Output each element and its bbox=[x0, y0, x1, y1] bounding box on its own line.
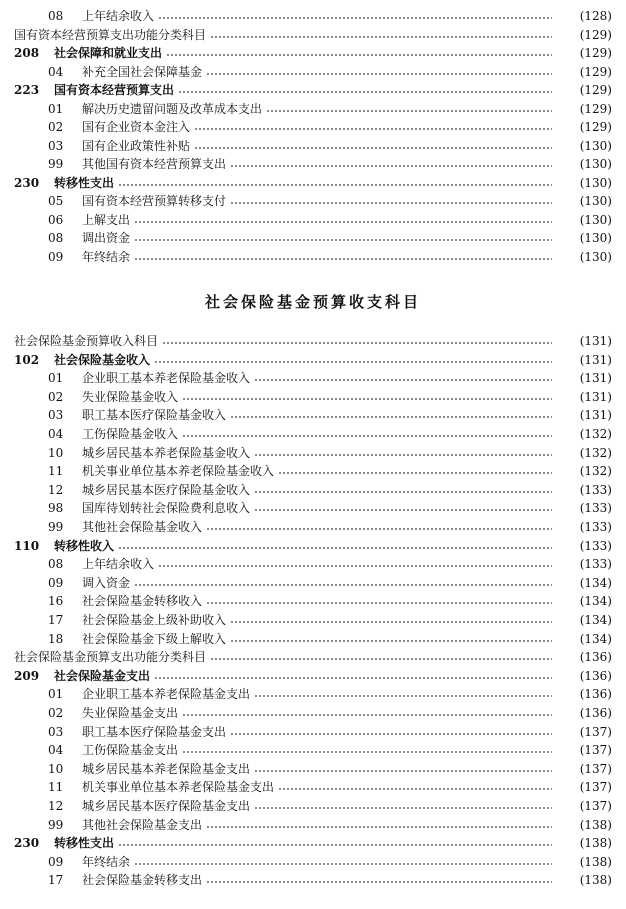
toc-entry-page-number: (131) bbox=[579, 371, 612, 386]
toc-entry[interactable] bbox=[14, 741, 612, 759]
dot-leader bbox=[266, 100, 552, 118]
toc-entry-page-number: (130) bbox=[579, 138, 612, 153]
toc-entry-code: 02 bbox=[48, 389, 64, 404]
dot-leader bbox=[230, 155, 552, 173]
dot-leader bbox=[230, 723, 552, 741]
toc-entry-page-number: (136) bbox=[579, 650, 612, 665]
toc-entry[interactable] bbox=[14, 871, 612, 889]
toc-entry-page-number: (134) bbox=[579, 575, 612, 590]
toc-entry[interactable] bbox=[14, 834, 612, 852]
toc-entry-code: 01 bbox=[48, 101, 64, 116]
toc-entry-code: 04 bbox=[48, 743, 64, 758]
dot-leader bbox=[254, 685, 552, 703]
toc-entry[interactable] bbox=[14, 797, 612, 815]
toc-entry-page-number: (137) bbox=[579, 761, 612, 776]
dot-leader bbox=[206, 592, 552, 610]
toc-entry[interactable] bbox=[14, 7, 612, 25]
toc-entry-page-number: (129) bbox=[579, 46, 612, 60]
toc-entry[interactable] bbox=[14, 63, 612, 81]
toc-entry-code: 03 bbox=[48, 138, 64, 153]
toc-entry[interactable] bbox=[14, 118, 612, 136]
toc-entry-title: 机关事业单位基本养老保险基金收入 bbox=[82, 464, 275, 479]
toc-entry-page-number: (129) bbox=[579, 64, 612, 79]
toc-entry-title: 职工基本医疗保险基金收入 bbox=[82, 408, 227, 423]
toc-entry[interactable] bbox=[14, 137, 612, 155]
toc-entry-code: 10 bbox=[48, 445, 64, 460]
dot-leader bbox=[206, 63, 552, 81]
toc-entry-code: 17 bbox=[48, 873, 64, 888]
toc-entry-title: 工伤保险基金收入 bbox=[82, 427, 179, 441]
toc-entry-title: 工伤保险基金支出 bbox=[82, 743, 179, 758]
toc-entry[interactable] bbox=[14, 704, 612, 722]
dot-leader bbox=[118, 174, 552, 192]
toc-entry-code: 102 bbox=[14, 352, 40, 367]
dot-leader bbox=[182, 741, 552, 759]
toc-entry-title: 社会保险基金预算收入科目 bbox=[14, 334, 159, 348]
toc-entry-code: 99 bbox=[48, 520, 64, 534]
dot-leader bbox=[194, 118, 552, 136]
toc-entry-code: 99 bbox=[48, 157, 64, 171]
toc-entry-title: 转移性支出 bbox=[54, 836, 115, 851]
toc-entry[interactable] bbox=[14, 229, 612, 247]
dot-leader bbox=[134, 211, 552, 229]
toc-entry-page-number: (129) bbox=[579, 27, 612, 42]
toc-entry-title: 社会保险基金收入 bbox=[54, 352, 151, 367]
toc-entry-page-number: (133) bbox=[579, 557, 612, 572]
toc-entry[interactable] bbox=[14, 425, 612, 443]
toc-entry-page-number: (133) bbox=[579, 538, 612, 553]
toc-entry-page-number: (132) bbox=[579, 427, 612, 441]
dot-leader bbox=[134, 229, 552, 247]
toc-entry[interactable] bbox=[14, 462, 612, 480]
toc-entry-page-number: (130) bbox=[579, 175, 612, 190]
toc-entry-page-number: (130) bbox=[579, 212, 612, 227]
toc-entry-title: 城乡居民基本养老保险基金支出 bbox=[82, 761, 251, 776]
toc-entry-title: 社会保障和就业支出 bbox=[54, 46, 163, 60]
toc-entry[interactable] bbox=[14, 648, 612, 666]
toc-entry[interactable] bbox=[14, 44, 612, 62]
toc-entry-code: 16 bbox=[48, 594, 64, 609]
toc-entry[interactable] bbox=[14, 667, 612, 685]
toc-entry-page-number: (129) bbox=[579, 83, 612, 97]
toc-entry-code: 10 bbox=[48, 761, 64, 776]
toc-entry[interactable] bbox=[14, 81, 612, 99]
toc-entry-title: 机关事业单位基本养老保险基金支出 bbox=[82, 780, 275, 795]
toc-entry-title: 转移性支出 bbox=[54, 175, 115, 190]
dot-leader bbox=[254, 499, 552, 517]
toc-entry-page-number: (132) bbox=[579, 445, 612, 460]
toc-entry[interactable] bbox=[14, 26, 612, 44]
toc-entry-page-number: (131) bbox=[579, 352, 612, 367]
toc-entry-page-number: (134) bbox=[579, 613, 612, 627]
dot-leader bbox=[182, 425, 552, 443]
toc-entry[interactable] bbox=[14, 778, 612, 796]
dot-leader bbox=[182, 704, 552, 722]
toc-entry[interactable] bbox=[14, 611, 612, 629]
dot-leader bbox=[118, 537, 552, 555]
toc-entry-page-number: (138) bbox=[579, 836, 612, 851]
toc-entry-code: 04 bbox=[48, 64, 64, 79]
toc-entry-page-number: (130) bbox=[579, 157, 612, 171]
toc-entry-code: 12 bbox=[48, 482, 64, 497]
toc-entry-title: 社会保险基金预算支出功能分类科目 bbox=[14, 650, 207, 665]
dot-leader bbox=[134, 574, 552, 592]
toc-entry-page-number: (137) bbox=[579, 724, 612, 739]
toc-entry-page-number: (129) bbox=[579, 120, 612, 134]
toc-entry[interactable] bbox=[14, 816, 612, 834]
toc-entry[interactable] bbox=[14, 723, 612, 741]
toc-entry[interactable] bbox=[14, 760, 612, 778]
toc-entry-code: 09 bbox=[48, 575, 64, 590]
toc-entry-title: 社会保险基金下级上解收入 bbox=[82, 631, 227, 646]
toc-entry-title: 调入资金 bbox=[82, 575, 131, 590]
toc-entry[interactable] bbox=[14, 406, 612, 424]
toc-entry[interactable] bbox=[14, 518, 612, 536]
toc-entry-code: 08 bbox=[48, 231, 64, 245]
toc-entry-title: 企业职工基本养老保险基金支出 bbox=[82, 687, 251, 702]
toc-entry-title: 国库待划转社会保险费利息收入 bbox=[82, 501, 251, 516]
toc-entry-page-number: (136) bbox=[579, 706, 612, 720]
toc-entry-page-number: (130) bbox=[579, 249, 612, 264]
dot-leader bbox=[230, 406, 552, 424]
toc-entry-page-number: (133) bbox=[579, 520, 612, 534]
toc-entry-code: 230 bbox=[14, 836, 40, 851]
dot-leader bbox=[154, 351, 552, 369]
toc-entry-title: 上解支出 bbox=[82, 212, 131, 227]
dot-leader bbox=[230, 192, 552, 210]
toc-entry-code: 02 bbox=[48, 706, 64, 720]
toc-entry-page-number: (130) bbox=[579, 231, 612, 245]
toc-entry[interactable] bbox=[14, 211, 612, 229]
toc-entry-title: 转移性收入 bbox=[54, 538, 115, 553]
dot-leader bbox=[210, 648, 552, 666]
toc-entry-title: 城乡居民基本医疗保险基金支出 bbox=[82, 799, 251, 813]
toc-entry-title: 国有资本经营预算支出 bbox=[54, 83, 175, 97]
toc-entry-title: 国有企业政策性补贴 bbox=[82, 138, 191, 153]
toc-entry[interactable] bbox=[14, 155, 612, 173]
toc-entry[interactable] bbox=[14, 388, 612, 406]
toc-entry[interactable] bbox=[14, 444, 612, 462]
toc-entry-code: 09 bbox=[48, 249, 64, 264]
toc-entry[interactable] bbox=[14, 853, 612, 871]
toc-entry-title: 职工基本医疗保险基金支出 bbox=[82, 724, 227, 739]
toc-entry-page-number: (130) bbox=[579, 194, 612, 208]
toc-entry-title: 城乡居民基本养老保险基金收入 bbox=[82, 445, 251, 460]
toc-entry-page-number: (131) bbox=[579, 408, 612, 423]
toc-entry-code: 03 bbox=[48, 408, 64, 423]
toc-entry-code: 06 bbox=[48, 212, 64, 227]
dot-leader bbox=[166, 44, 552, 62]
toc-entry[interactable] bbox=[14, 630, 612, 648]
dot-leader bbox=[230, 630, 552, 648]
toc-entry-page-number: (138) bbox=[579, 854, 612, 869]
dot-leader bbox=[194, 137, 552, 155]
toc-entry-code: 209 bbox=[14, 668, 40, 683]
dot-leader bbox=[134, 248, 552, 266]
toc-entry-title: 社会保险基金转移收入 bbox=[82, 594, 203, 609]
toc-entry-code: 99 bbox=[48, 817, 64, 832]
toc-entry-title: 上年结余收入 bbox=[82, 557, 155, 572]
toc-entry-code: 01 bbox=[48, 371, 64, 386]
toc-entry-page-number: (129) bbox=[579, 101, 612, 116]
dot-leader bbox=[254, 444, 552, 462]
dot-leader bbox=[254, 760, 552, 778]
dot-leader bbox=[278, 778, 552, 796]
toc-entry-code: 208 bbox=[14, 46, 40, 60]
toc-entry-code: 11 bbox=[48, 780, 64, 795]
toc-entry[interactable] bbox=[14, 248, 612, 266]
toc-entry[interactable] bbox=[14, 499, 612, 517]
toc-entry-page-number: (133) bbox=[579, 482, 612, 497]
toc-entry-title: 社会保险基金支出 bbox=[54, 668, 151, 683]
toc-entry-code: 11 bbox=[48, 464, 64, 479]
toc-entry[interactable] bbox=[14, 555, 612, 573]
toc-entry-title: 调出资金 bbox=[82, 231, 131, 245]
toc-entry-code: 05 bbox=[48, 194, 64, 208]
toc-entry-title: 企业职工基本养老保险基金收入 bbox=[82, 371, 251, 386]
toc-entry-code: 98 bbox=[48, 501, 64, 516]
toc-entry-title: 国有企业资本金注入 bbox=[82, 120, 191, 134]
dot-leader bbox=[162, 332, 552, 350]
toc-entry-code: 230 bbox=[14, 175, 40, 190]
toc-entry-code: 223 bbox=[14, 83, 40, 97]
toc-entry-title: 失业保险基金支出 bbox=[82, 706, 179, 720]
toc-entry-page-number: (132) bbox=[579, 464, 612, 479]
dot-leader bbox=[158, 7, 552, 25]
toc-entry-code: 08 bbox=[48, 9, 64, 23]
toc-entry-code: 17 bbox=[48, 613, 64, 627]
toc-entry-title: 国有资本经营预算转移支付 bbox=[82, 194, 227, 208]
dot-leader bbox=[254, 369, 552, 387]
toc-entry-title: 年终结余 bbox=[82, 854, 131, 869]
toc-entry-code: 18 bbox=[48, 631, 64, 646]
toc-entry-title: 其他国有资本经营预算支出 bbox=[82, 157, 227, 171]
dot-leader bbox=[154, 667, 552, 685]
toc-entry-page-number: (134) bbox=[579, 631, 612, 646]
toc-entry-page-number: (134) bbox=[579, 594, 612, 609]
toc-entry-title: 社会保险基金转移支出 bbox=[82, 873, 203, 888]
section-heading: 社会保险基金预算收支科目 bbox=[204, 293, 421, 311]
dot-leader bbox=[254, 797, 552, 815]
dot-leader bbox=[254, 481, 552, 499]
toc-entry-page-number: (137) bbox=[579, 743, 612, 758]
dot-leader bbox=[230, 611, 552, 629]
toc-entry[interactable] bbox=[14, 685, 612, 703]
toc-entry-code: 01 bbox=[48, 687, 64, 702]
dot-leader bbox=[158, 555, 552, 573]
toc-entry-page-number: (137) bbox=[579, 799, 612, 813]
toc-entry-title: 年终结余 bbox=[82, 249, 131, 264]
dot-leader bbox=[206, 518, 552, 536]
toc-entry-page-number: (131) bbox=[579, 334, 612, 348]
dot-leader bbox=[206, 871, 552, 889]
toc-entry-page-number: (138) bbox=[579, 873, 612, 888]
toc-entry-page-number: (136) bbox=[579, 668, 612, 683]
toc-entry-page-number: (138) bbox=[579, 817, 612, 832]
toc-entry-page-number: (131) bbox=[579, 389, 612, 404]
toc-entry[interactable] bbox=[14, 332, 612, 350]
toc-entry-title: 上年结余收入 bbox=[82, 9, 155, 23]
toc-entry-code: 02 bbox=[48, 120, 64, 134]
dot-leader bbox=[178, 81, 552, 99]
dot-leader bbox=[118, 834, 552, 852]
toc-entry-title: 补充全国社会保障基金 bbox=[82, 64, 203, 79]
toc-entry-title: 其他社会保险基金支出 bbox=[82, 817, 203, 832]
toc-entry[interactable] bbox=[14, 369, 612, 387]
toc-entry-title: 社会保险基金上级补助收入 bbox=[82, 613, 227, 627]
dot-leader bbox=[278, 462, 552, 480]
toc-entry-page-number: (128) bbox=[579, 9, 612, 23]
toc-entry[interactable] bbox=[14, 574, 612, 592]
toc-entry-code: 110 bbox=[14, 538, 40, 553]
toc-entry-title: 解决历史遗留问题及改革成本支出 bbox=[82, 101, 263, 116]
toc-entry-page-number: (137) bbox=[579, 780, 612, 795]
dot-leader bbox=[182, 388, 552, 406]
toc-entry-title: 其他社会保险基金收入 bbox=[82, 520, 203, 534]
dot-leader bbox=[134, 853, 552, 871]
toc-entry[interactable] bbox=[14, 100, 612, 118]
toc-entry-code: 09 bbox=[48, 854, 64, 869]
toc-entry-code: 12 bbox=[48, 799, 64, 813]
toc-entry-title: 城乡居民基本医疗保险基金收入 bbox=[82, 482, 251, 497]
dot-leader bbox=[206, 816, 552, 834]
toc-entry[interactable] bbox=[14, 537, 612, 555]
toc-entry[interactable] bbox=[14, 192, 612, 210]
toc-entry-title: 国有资本经营预算支出功能分类科目 bbox=[14, 27, 207, 42]
dot-leader bbox=[210, 26, 552, 44]
toc-entry-code: 04 bbox=[48, 427, 64, 441]
toc-entry[interactable] bbox=[14, 351, 612, 369]
toc-entry[interactable] bbox=[14, 174, 612, 192]
toc-entry-title: 失业保险基金收入 bbox=[82, 389, 179, 404]
toc-entry-code: 03 bbox=[48, 724, 64, 739]
toc-entry-page-number: (133) bbox=[579, 501, 612, 516]
toc-entry-code: 08 bbox=[48, 557, 64, 572]
toc-entry-page-number: (136) bbox=[579, 687, 612, 702]
toc-entry[interactable] bbox=[14, 481, 612, 499]
toc-entry[interactable] bbox=[14, 592, 612, 610]
